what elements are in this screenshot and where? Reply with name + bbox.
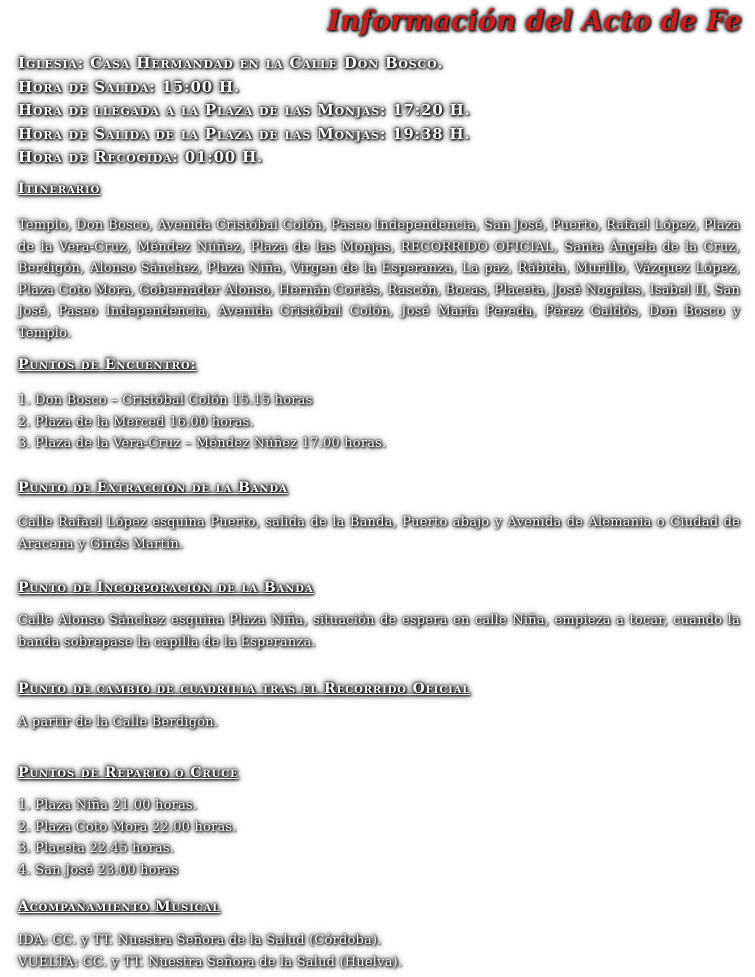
reparto-heading: Puntos de Reparto o Cruce <box>18 765 239 781</box>
list-item: IDA: CC. y TT. Nuestra Señora de la Salud (Córdoba). <box>18 933 382 948</box>
extraccion-text: Calle Rafael López esquina Puerto, salida de la Banda, Puerto abajo y Avenida de Alemania o Ciudad de Aracena y Ginés Martín. <box>18 515 740 552</box>
itinerario-text: Templo, Don Bosco, Avenida Cristóbal Colón, Paseo Independencia, San José, Puerto, Rafael López, Plaza de la Vera-Cruz, Méndez Núñez, Plaza de las Monjas, RECORRIDO OFICIAL, Santa Ángela de la Cruz, Berdigón, Alonso Sánchez, Plaza Niña, Virgen de la Esperanza, La paz, Rábida, Murillo, Vázquez López, Plaza Coto Mora, Gobernador Alonso, Hernán Cortés, Rascón, Bocas, Placeta, José Nogales, Isabel II, San José, Paseo Independencia, Avenida Cristóbal Colón, José María Pereda, Pérez Galdós, Don Bosco y Templo. <box>18 218 740 341</box>
acompanamiento-heading: Acompañamiento Musical <box>18 899 221 915</box>
encuentro-heading: Puntos de Encuentro: <box>18 357 197 373</box>
cambio-text: A partir de la Calle Berdigón. <box>18 715 219 730</box>
info-hora-llegada: Hora de llegada a la Plaza de las Monjas: 17:20 H. <box>18 101 471 119</box>
incorporacion-text: Calle Alonso Sánchez esquina Plaza Niña, situación de espera en calle Niña, empieza a tocar, cuando la banda sobrepase la capilla de la Esperanza. <box>18 613 740 650</box>
cambio-heading: Punto de cambio de cuadrilla tras el Recorrido Oficial <box>18 681 471 697</box>
info-hora-recogida: Hora de Recogida: 01:00 H. <box>18 148 264 166</box>
info-hora-salida: Hora de Salida: 15:00 H. <box>18 77 240 96</box>
info-iglesia: Iglesia: Casa Hermandad en la Calle Don Bosco. <box>18 54 444 72</box>
list-item: 4. San José 23.00 horas <box>18 862 179 878</box>
extraccion-heading: Punto de Extracción de la Banda <box>18 480 288 496</box>
acompanamiento-list <box>18 930 402 973</box>
list-item: 1. Don Bosco – Cristóbal Colón 15.15 horas <box>18 393 313 408</box>
list-item: VUELTA: CC. y TT. Nuestra Señora de la Salud (Huelva). <box>18 954 403 970</box>
page-title: Información del Acto de Fe <box>327 6 742 37</box>
info-block <box>18 52 471 170</box>
info-hora-salida-plaza: Hora de Salida de la Plaza de las Monjas: 19:38 H. <box>18 124 471 143</box>
encuentro-list <box>18 390 386 455</box>
incorporacion-heading: Punto de Incorporación de la Banda <box>18 580 314 596</box>
list-item: 2. Plaza de la Merced 16.00 horas. <box>18 414 254 430</box>
list-item: 3. Placeta 22.45 horas. <box>18 841 175 856</box>
list-item: 1. Plaza Niña 21.00 horas. <box>18 798 198 813</box>
itinerario-heading: Itinerario <box>18 181 101 197</box>
reparto-list <box>18 795 237 881</box>
list-item: 2. Plaza Coto Mora 22.00 horas. <box>18 819 237 835</box>
list-item: 3. Plaza de la Vera-Cruz – Méndez Núñez 17.00 horas. <box>18 436 387 451</box>
